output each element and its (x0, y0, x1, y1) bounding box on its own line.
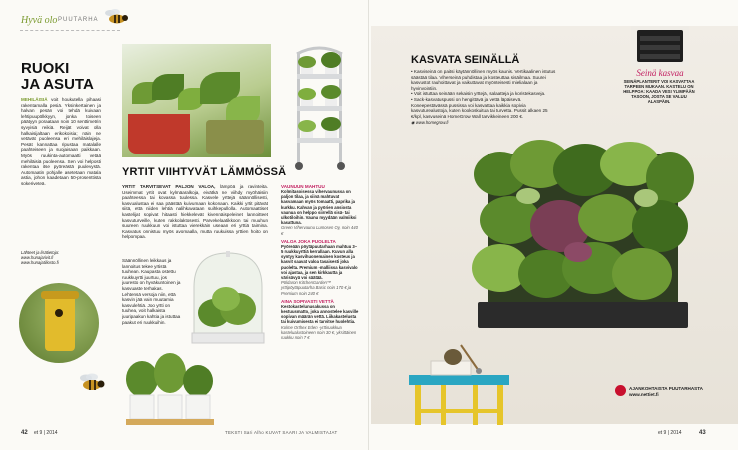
planter-pocket-photo (631, 26, 689, 66)
advert-logo-icon (615, 385, 626, 396)
ruoki-source-1[interactable]: www.hunajarivit.fi (21, 255, 54, 261)
seina-title: Seinä kasvaa (636, 68, 684, 78)
yrtit-lead: YRTIT TARVITSEVAT PALJON VALOA, (122, 184, 216, 189)
ruoki-title-line1: RUOKI (21, 60, 70, 77)
product3-note: Kolme Orthex Eden -yrttiruukkua kastelualustoineen noin 30 €, yksittäinen ruukku noin 7 € (281, 324, 357, 341)
ruoki-body-text: voit houkutella pihaasi rakentamalla pesiä. Yksinkertainen ja halvan pesän voi tehdä kuivaan lehtipuupölkkyyn, jonka toiseen päätyyn poraataan noin 10 senttimetrin syvyisiä reikiä. Reijät voivat olla halkaisijaltaan erikokoisia; näin ne vetävät puoleensa eri mehiläislajeja. Pesät kannattaa ripustaa matalalle paahteiseen ja suojaisaan paikkaan. Myös ruukinta-automaatti vetää mehiläisiä puoleensa. Sen voi helposti rakentaa itse pyöreästä puulevystä. Automaatin pohjalle asetetaan matala astia, johon kaadetaan 50-prosenttista sokeriveteä. (21, 97, 101, 186)
kasvata-bullet-1: • Kasviseinä on paitsi käytännöllinen myös kaunis. Vertikaalinen istutus säästää tilaa. Viherseinä puhdistaa ja kosteuttaa sisäilmaa. Suurei kasvustot rauhoittavat ja vaikuttavat myönteisesti mielialaan ja hyvinvointiin. (411, 69, 556, 91)
product1-note: Green Vihervaunu Lumosen Oy, noin 440 € (281, 225, 358, 236)
product2-heading: VALOA JOKA PUOLELTA (281, 238, 336, 244)
header-rule (20, 30, 120, 31)
yrtit-body-top (122, 184, 268, 254)
ruoki-title-line2: JA ASUTA (21, 76, 94, 93)
birdhouse-body (45, 295, 75, 351)
advert-line1: AJANKOHTAISTA PUUTARHASTA (629, 386, 704, 391)
kasvata-bullet-3-text: Sack-kasvatuspussi on hengittävä ja vettä läpäisevä. Koneepestävässä pussissa voi kasvattaa kaikkia sopivia kasvuturealustoja, kuten kookoskuitua tai turvetta. Pussit alkaen 25 €/kpl, kasvuseinä HomeGrow Wall tarvikkeineen 200 €. (411, 96, 548, 119)
seina-body: SEINÄPLANTERIT VOI KASVATTAA TARPEEN MUKAAN. KASTELU ON HELPPOA: KAADA VESI YLIMPÄÄN TASOON, JOSTA SE VALUU ALASPÄIN. (623, 79, 695, 104)
subsection-label: PUUTARHA (58, 17, 99, 23)
kasvata-title: KASVATA SEINÄLLÄ (411, 54, 520, 66)
kasvata-source-text: www.homegrow.fi (415, 120, 449, 126)
kasvata-body (411, 69, 557, 126)
eden-pots-photo (124, 347, 219, 437)
product1-heading: VAUNUUN MAHTUU (281, 184, 325, 189)
kasvata-bullet-3: • Sack-kasvatuspussi on hengittävä ja vettä läpäisevä. Koneepestävässä pussissa voi kasvattaa kaikkia sopivia kasvuturealustoja, kuten kookoskuitua tai turvetta. Pussit alkaen 25 €/kpl, kasvuseinä HomeGrow Wall tarvikkeineen 200 €. (411, 96, 548, 119)
ruoki-sources-label: Lähteet ja lisätietoja: (21, 250, 60, 255)
ruoki-source-2[interactable]: www.hunajatiliosto.fi (21, 260, 59, 266)
birdhouse-photo (19, 283, 99, 363)
red-pot (128, 114, 190, 154)
birdhouse-hole (55, 309, 63, 317)
yrtit-body1: lämpöä ja ravinteita. Useimmat yrtit ovat kylmäaralkoja, eivätkä ne viihdy myöhäisiin paahteessa tai kovassa tuulessa. (122, 184, 268, 201)
trolley-photo (281, 44, 358, 172)
bee-icon (103, 8, 129, 26)
product2-note: Pöldaron KitchenGarden™ yrttipöytäpuutarha Basic noin 170 € ja Premium noin 240 € (281, 280, 352, 296)
product-column (281, 184, 359, 340)
page-number-left: 42 (21, 430, 28, 436)
yrtit-body2: Kasvele yrttejä säännöllisesti, kasvualustaa ei saa päästää kuivumaan kokonaan. Kaikki yrtit pitävät siitä, että niiden lehtiä nalihkavataan suihkepullolla. Automaattiset kastelijat sopivat hitaasti hiekkelevät kivennäispeleinet lannoitteet kasvuturveille, kuten rakkolaktosesti. Parvekelaatikkoon tai muuhun suureen ruukkuun voi istuttaa vierekkäin useaan eri yrttiä taimina. Kasvatus onnistuu myös avomaalla, mutta ruukuissa yrttien hoito on helpompaa. (122, 195, 268, 240)
second-pot (206, 120, 264, 154)
product3-body: Kestokastelunusakussa on kestuusmatto, joka annostelee kasville sopivan määrän vettä. Liikakastelusta tai kuivumisesta ei tarvitse huolehtia. (281, 303, 359, 325)
dome-garden-photo (186, 247, 270, 347)
ruoki-lead: MEHILÄISIÄ (21, 97, 48, 102)
product2-body: Pyöreään pöytäpuutarhaan mahtuu 3–5 ruukkuyrttiä kerrallaan. Kuvun alla syntyy kasvihuonemainen kosteus ja kasvit saavat valoa tasaisesti joka puolelta. Premium -malliissa kasvivalo voi ajastaa, ja sen kirkkautta ja värisävyä voi säätää. (281, 243, 358, 281)
advert-line2[interactable]: www.nettiet.fi (629, 392, 659, 397)
kasvata-source[interactable] (411, 120, 557, 125)
yrtit-title: YRTIT VIIHTYVÄT LÄMMÖSSÄ (122, 166, 287, 178)
product1-body: Kolmitasoisessa vihervaunussa on paljon tilaa, ja siinä mahtuvat kasvamaan myös tomaatti, paprika ja kurkku. Kahvan ja pyörien ansiosta vaunua on helppo siirrellä sisä- tai ulkotiloihin. Vaunu myydään valmiiksi kasattuna. (281, 189, 357, 226)
bee-icon (76, 372, 106, 392)
kasvata-bullet-2-text: Voit istuttaa seinään sekaisin yrttejä, salaatteja ja koristekasveja. (413, 91, 546, 97)
issue-label-right: et 9 | 2014 (658, 430, 682, 436)
issue-label-left: et 9 | 2014 (34, 430, 58, 436)
ruoki-body (21, 97, 101, 247)
yrtit-body-bottom: Säännöllinen leikkaus ja lannoitus tekee yrtistä tuuhean. Kaupasta ostettu ruukkuyrtti juurtuu, jos juuresto on hyväkuntoinen ja kasvuaste terhakas. Lehtensä versoja niin, että kasvin jää vain muutamia kasvulehtiä. Joo yrtti on tuuhea, voit halkaista juuripaakun kahtia ja istuttaa paakut eri ruukkuihin. (122, 258, 181, 325)
product3-heading: AINA SOPIVASTI VETTÄ (281, 298, 334, 304)
page-number-right: 43 (699, 430, 706, 436)
kasvata-bullet-1-text: Kasviseinä on paitsi käytännöllinen myös kaunis. Vertikaalinen istutus säästää tilaa. Viherseinä puhdistaa ja kosteuttaa sisäilmaa. Suurei kasvustot rauhoittavat ja vaikuttavat myönteisesti mielialaan ja hyvinvointiin. (411, 69, 556, 91)
ruoki-sources (21, 250, 101, 266)
herb-pot-photo (122, 44, 271, 157)
credit-line: TEKSTI Sari Alho KUVAT SAARI JA VALMISTAJAT (225, 430, 338, 435)
kasvata-bullet-2: • Voit istuttaa seinään sekaisin yrttejä, salaatteja ja koristekasveja. (411, 91, 546, 97)
right-page (369, 0, 738, 450)
web-icon: ◉ (411, 120, 415, 126)
section-label: Hyvä olo (21, 15, 58, 26)
stool-photo (401, 335, 521, 425)
birdhouse-roof (41, 291, 79, 299)
green-wall-photo (470, 134, 696, 334)
